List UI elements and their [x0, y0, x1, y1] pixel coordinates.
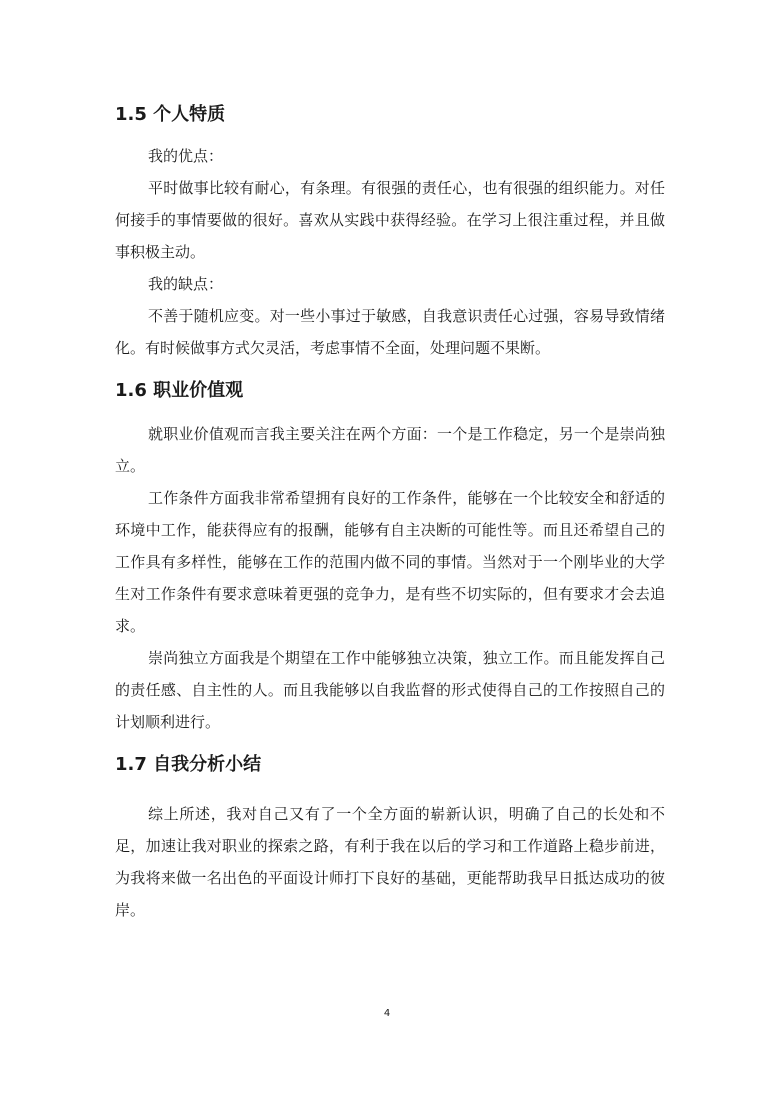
paragraph: 崇尚独立方面我是个期望在工作中能够独立决策，独立工作。而且能发挥自己的责任感、自主性的人。而且我能够以自我监督的形式使得自己的工作按照自己的计划顺利进行。: [115, 649, 665, 731]
page-number: 4: [383, 1008, 391, 1019]
page-content: [115, 100, 665, 938]
section-heading-1-5: 1.5 个人特质: [115, 104, 226, 125]
paragraph: 平时做事比较有耐心，有条理。有很强的责任心，也有很强的组织能力。对任何接手的事情要做的很好。喜欢从实践中获得经验。在学习上很注重过程，并且做事积极主动。: [115, 179, 665, 261]
paragraph: 工作条件方面我非常希望拥有良好的工作条件，能够在一个比较安全和舒适的环境中工作，能获得应有的报酬，能够有自主决断的可能性等。而且还希望自己的工作具有多样性，能够在工作的范围内做不同的事情。当然对于一个刚毕业的大学生对工作条件有要求意味着更强的竞争力，是有些不切实际的，但有要求才会去追求。: [115, 489, 665, 635]
paragraph: 就职业价值观而言我主要关注在两个方面：一个是工作稳定，另一个是崇尚独立。: [115, 425, 665, 475]
section-body-1-7: [115, 798, 665, 926]
paragraph: 我的缺点：: [148, 275, 224, 293]
section-heading-1-6: 1.6 职业价值观: [115, 380, 244, 401]
section-heading-1-7: 1.7 自我分析小结: [115, 754, 262, 775]
paragraph: 我的优点：: [148, 147, 224, 165]
section-body-1-5: [115, 140, 665, 364]
paragraph: 不善于随机应变。对一些小事过于敏感，自我意识责任心过强，容易导致情绪化。有时候做事方式欠灵活，考虑事情不全面，处理问题不果断。: [115, 307, 665, 357]
paragraph: 综上所述，我对自己又有了一个全方面的崭新认识，明确了自己的长处和不足，加速让我对职业的探索之路，有利于我在以后的学习和工作道路上稳步前进，为我将来做一名出色的平面设计师打下良好的基础，更能帮助我早日抵达成功的彼岸。: [115, 805, 665, 919]
section-body-1-6: [115, 418, 665, 738]
